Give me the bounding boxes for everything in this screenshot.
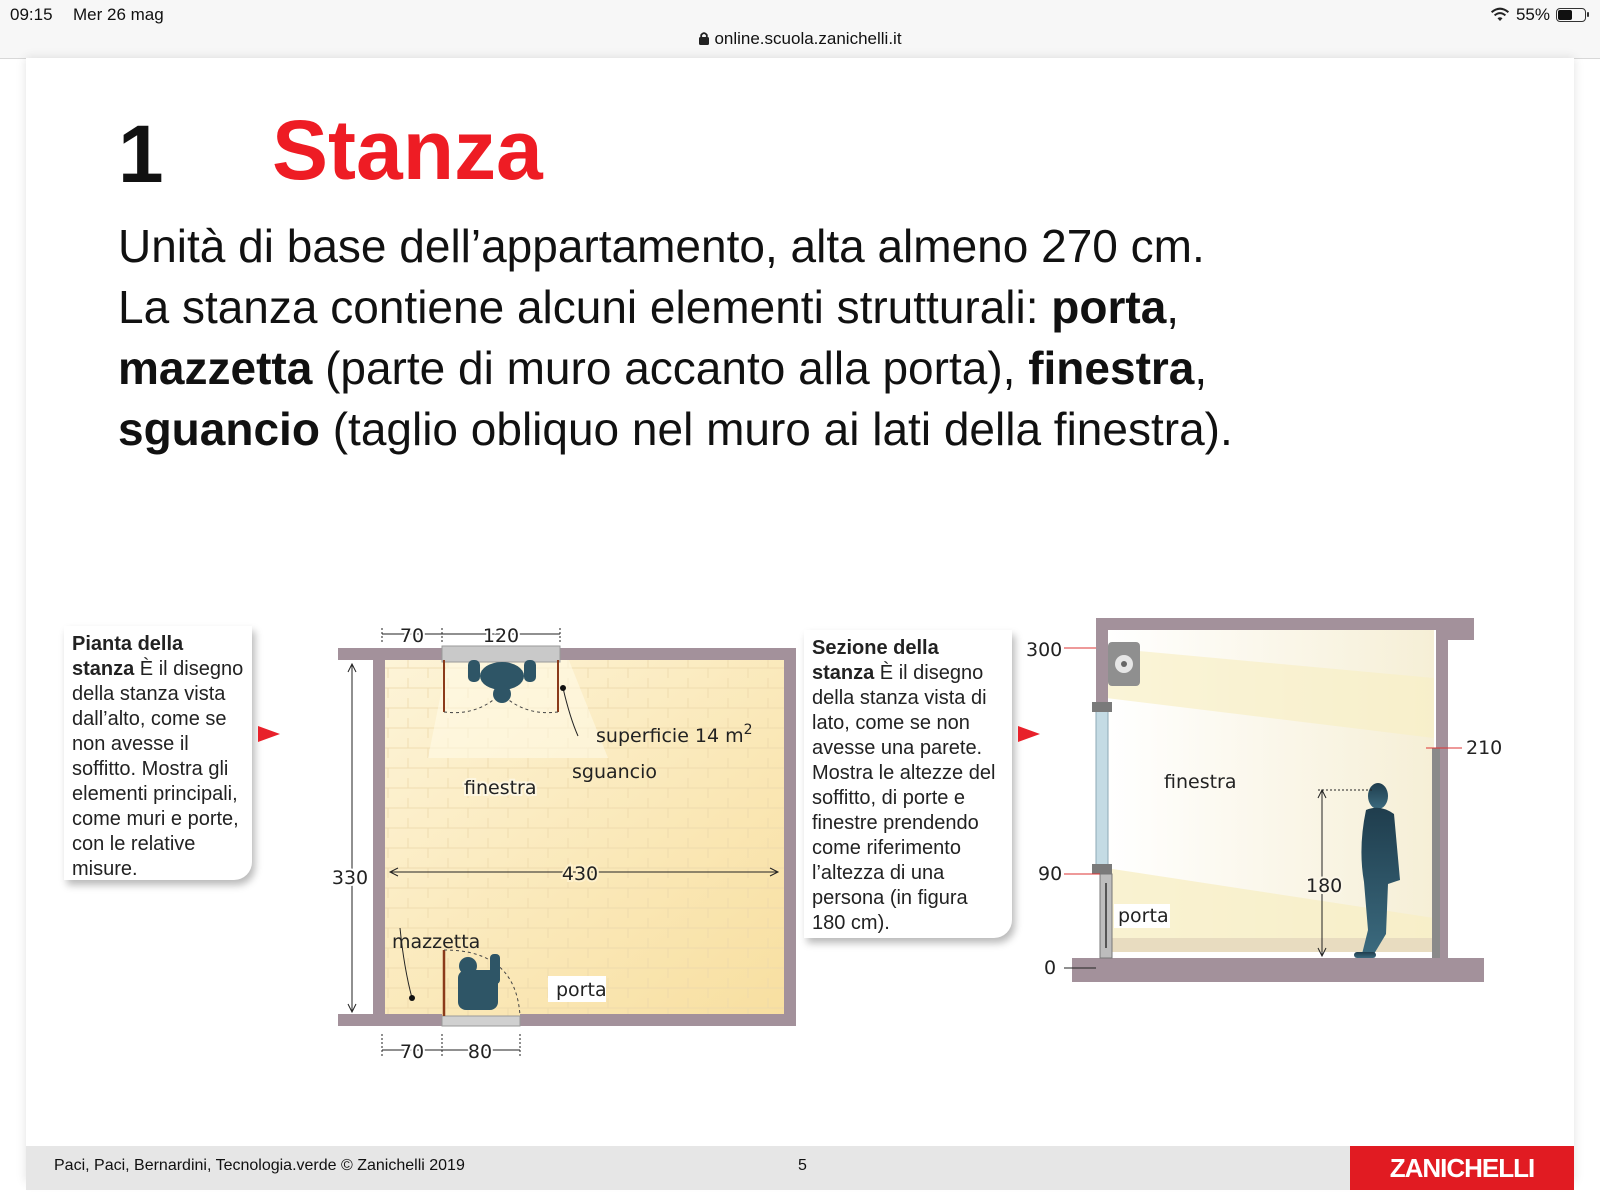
sezione-callout-title: Sezione della stanza [812, 637, 939, 684]
ac-unit-icon [1108, 642, 1140, 686]
zanichelli-logo: ZANICHELLI [1350, 1146, 1574, 1190]
dim-bottom-left: 70 [399, 1041, 425, 1063]
slide-title: Stanza [272, 103, 543, 197]
label-mazzetta: mazzetta [392, 931, 481, 953]
url-text[interactable]: online.scuola.zanichelli.it [714, 29, 902, 48]
h180: 180 [1306, 875, 1343, 897]
term-mazzetta: mazzetta [118, 342, 313, 394]
label-superficie-text: superficie 14 m [596, 725, 744, 747]
slide [26, 58, 1574, 1182]
slide-number: 1 [118, 109, 164, 200]
battery-percent: 55% [1515, 5, 1550, 24]
battery-icon [1556, 8, 1586, 22]
sguancio-desc: (taglio obliquo nel muro ai lati della finestra). [319, 403, 1233, 455]
footer-page-number: 5 [798, 1157, 807, 1174]
lock-icon [698, 31, 710, 45]
comma-1: , [1166, 281, 1180, 333]
h0: 0 [1044, 957, 1057, 979]
label-sguancio: sguancio [572, 761, 658, 783]
dim-top-left: 70 [399, 625, 425, 647]
intro-text [118, 216, 1448, 460]
pianta-callout-text: È il disegno della stanza vista dall’alto, come se non avesse il soffitto. Mostra gli elementi principali, come muri e porte, con le relative misure. [72, 658, 244, 880]
term-finestra: finestra [1028, 342, 1195, 394]
mazzetta-desc: (parte di muro accanto alla porta), [312, 342, 1029, 394]
status-time: 09:15 [10, 5, 53, 24]
pianta-window [442, 646, 560, 662]
pianta-callout-title: Pianta della stanza [72, 633, 184, 680]
footer-credit: Paci, Paci, Bernardini, Tecnologia.verde © Zanichelli 2019 [54, 1157, 465, 1174]
sezione-callout-text: È il disegno della stanza vista di lato, come se non avesse una parete. Mostra le altezze del soffitto, di porte e finestre prendendo come riferimento l’altezza di una persona (in figura 180 cm). [812, 662, 996, 934]
slide-footer [26, 1146, 1574, 1190]
sezione-figure [1022, 618, 1562, 1078]
pianta-pointer-icon [258, 724, 280, 744]
h90: 90 [1038, 863, 1063, 885]
status-right [1490, 5, 1586, 25]
h300: 300 [1026, 639, 1063, 661]
dim-top-window: 120 [482, 625, 520, 647]
label-porta-plan: porta [556, 979, 607, 1001]
intro-line-2 [118, 277, 1448, 338]
label-finestra-section: finestra [1164, 771, 1237, 793]
label-porta-section: porta [1118, 905, 1169, 927]
pianta-door [442, 1016, 520, 1026]
intro-line-3 [118, 338, 1448, 399]
intro-line-4 [118, 399, 1448, 460]
label-superficie [596, 722, 753, 747]
intro-line2-pre: La stanza contiene alcuni elementi strutturali: [118, 281, 1052, 333]
status-date: Mer 26 mag [73, 5, 164, 24]
sezione-callout [804, 630, 1012, 938]
dim-width: 430 [561, 863, 599, 885]
status-bar [0, 0, 1600, 59]
pianta-callout [64, 626, 252, 880]
battery-fill [1558, 10, 1572, 20]
pianta-figure [308, 598, 808, 1068]
wifi-icon [1490, 7, 1510, 23]
term-porta: porta [1051, 281, 1167, 333]
term-sguancio: sguancio [118, 403, 320, 455]
dim-height: 330 [331, 867, 369, 889]
h210: 210 [1466, 737, 1503, 759]
comma-2: , [1194, 342, 1208, 394]
label-superficie-exp: 2 [743, 722, 753, 738]
intro-line-1: Unità di base dell’appartamento, alta almeno 270 cm. [118, 220, 1205, 272]
sezione-window [1096, 708, 1108, 868]
dim-bottom-door: 80 [467, 1041, 493, 1063]
url-bar[interactable] [0, 29, 1600, 49]
label-finestra-plan: finestra [464, 777, 537, 799]
